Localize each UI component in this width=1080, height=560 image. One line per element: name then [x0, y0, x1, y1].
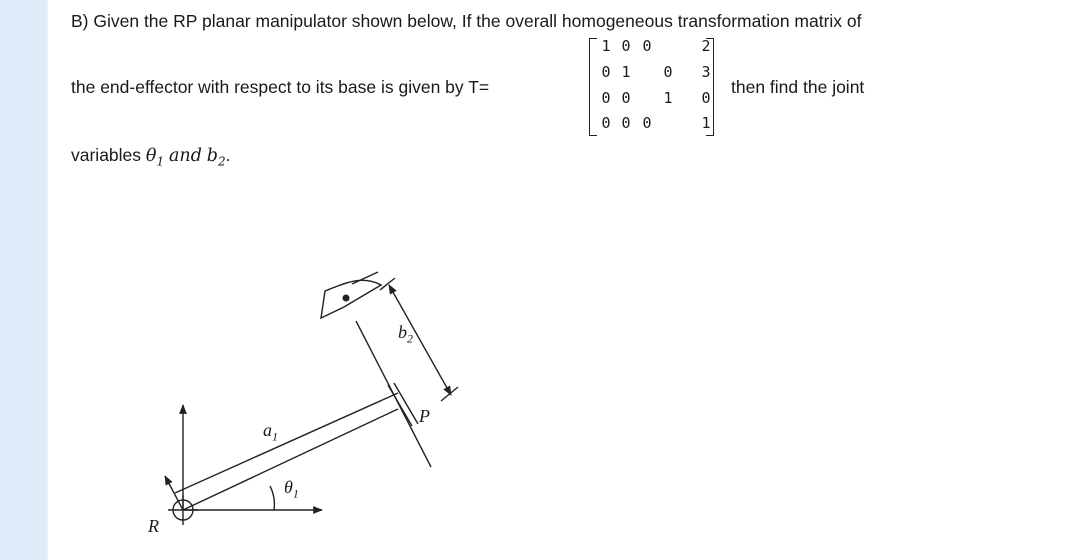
left-margin-rule [46, 0, 48, 560]
label-b2: $b_2$ [398, 322, 413, 346]
gripper-point [343, 295, 350, 302]
b-symbol: $b_2$ [206, 146, 226, 169]
matrix-cell: 0 [621, 37, 631, 55]
question-line-1: B) Given the RP planar manipulator shown below, If the overall homogeneous transformation matrix of [71, 11, 862, 31]
theta1-arc [270, 486, 274, 510]
matrix-cell: 0 [621, 114, 631, 132]
matrix-left-bracket [589, 38, 597, 136]
matrix-cell: 0 [601, 89, 611, 107]
matrix-cell: 3 [701, 63, 711, 81]
transformation-matrix [586, 36, 722, 136]
matrix-cell: 0 [601, 63, 611, 81]
matrix-cell: 1 [663, 89, 673, 107]
question-line-3 [71, 145, 231, 169]
label-R: R [148, 516, 159, 536]
question-line-2-suffix: then find the joint [731, 77, 865, 97]
matrix-cell: 2 [701, 37, 711, 55]
rp-manipulator-figure [130, 260, 470, 550]
question-line-2-prefix: the end-effector with respect to its base is given by T= [71, 77, 490, 97]
b2-ext-line-bottom [441, 387, 458, 401]
period: . [225, 145, 231, 165]
theta-symbol: $\theta_1$ [145, 146, 165, 169]
label-a1: $a_1$ [263, 420, 278, 444]
prismatic-guide [356, 321, 431, 467]
b2-ext-line-top [380, 278, 395, 290]
matrix-cell: 0 [642, 114, 652, 132]
matrix-cell: 0 [621, 89, 631, 107]
label-P: P [419, 406, 430, 426]
left-margin-bar [0, 0, 46, 560]
variables-word: variables [71, 145, 142, 165]
matrix-cell: 0 [701, 89, 711, 107]
end-effector-gripper [321, 280, 381, 318]
matrix-cell: 0 [663, 63, 673, 81]
matrix-cell: 0 [642, 37, 652, 55]
matrix-cell: 1 [701, 114, 711, 132]
label-theta1: $\theta_1$ [284, 477, 299, 501]
matrix-cell: 1 [601, 37, 611, 55]
and-word: and [168, 146, 202, 166]
matrix-cell: 0 [601, 114, 611, 132]
matrix-cell: 1 [621, 63, 631, 81]
